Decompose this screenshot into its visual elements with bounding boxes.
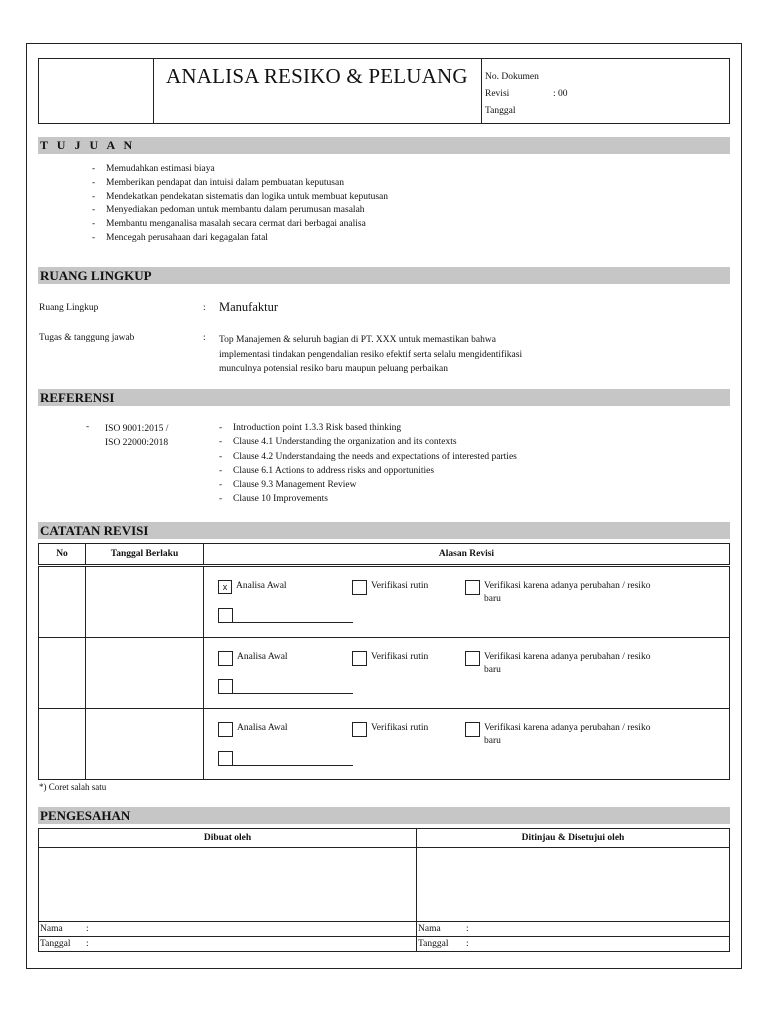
- duty-text: Top Manajemen & seluruh bagian di PT. XXX untuk memastikan bahwa implementasi tindakan pengendalian resiko efektif serta selalu mengidentifikasi munculnya potensial resiko baru maupun peluang perbaikan: [219, 335, 523, 374]
- section-heading-catatan-revisi: CATATAN REVISI: [38, 522, 730, 539]
- column-header-dibuat: Dibuat oleh: [39, 829, 417, 848]
- scope-label: Ruang Lingkup: [39, 303, 99, 313]
- section-heading-referensi: REFERENSI: [38, 389, 730, 406]
- logo-area: [39, 59, 154, 123]
- column-header-tanggal: Tanggal Berlaku: [86, 544, 204, 565]
- signature-row: [39, 848, 730, 922]
- checkbox-verifikasi-rutin[interactable]: [352, 722, 367, 737]
- column-header-ditinjau: Ditinjau & Disetujui oleh: [417, 829, 730, 848]
- option-verifikasi-perubahan: Verifikasi karena adanya perubahan / resiko baru: [465, 722, 650, 748]
- option-analisa-awal: Analisa Awal: [218, 651, 288, 666]
- meta-row-no-dokumen: No. Dokumen: [485, 72, 539, 82]
- list-item: - Clause 6.1 Actions to address risks and opportunities: [219, 464, 517, 478]
- clause-list: [219, 421, 517, 507]
- tanggal-row: [39, 937, 730, 952]
- checkbox-verifikasi-perubahan[interactable]: [465, 580, 480, 595]
- document-meta: [482, 59, 729, 123]
- checkbox-other[interactable]: [218, 751, 233, 766]
- column-header-alasan: Alasan Revisi: [204, 544, 730, 565]
- signature-box-dibuat[interactable]: [39, 848, 417, 922]
- option-verifikasi-perubahan: Verifikasi karena adanya perubahan / resiko baru: [465, 580, 650, 606]
- checkbox-other[interactable]: [218, 608, 233, 623]
- table-header-row: [39, 829, 730, 848]
- checkbox-analisa-awal[interactable]: [218, 722, 233, 737]
- nama-field-dibuat[interactable]: Nama :: [39, 922, 417, 937]
- cell-no[interactable]: [39, 567, 86, 638]
- option-verifikasi-rutin: Verifikasi rutin: [352, 722, 428, 737]
- tujuan-list: [92, 163, 388, 246]
- standards-dash: -: [86, 422, 90, 432]
- meta-row-revisi: Revisi : 00: [485, 89, 568, 99]
- column-header-no: No: [39, 544, 86, 565]
- scope-value: Manufaktur: [219, 300, 279, 314]
- document-header: [38, 58, 730, 124]
- footnote: *) Coret salah satu: [39, 782, 107, 792]
- checkbox-verifikasi-rutin[interactable]: [352, 580, 367, 595]
- cell-tanggal[interactable]: [86, 567, 204, 638]
- tanggal-field-dibuat[interactable]: Tanggal :: [39, 937, 417, 952]
- checkbox-verifikasi-perubahan[interactable]: [465, 651, 480, 666]
- nama-field-ditinjau[interactable]: Nama :: [417, 922, 730, 937]
- meta-row-tanggal: Tanggal: [485, 106, 516, 116]
- list-item: - Memudahkan estimasi biaya: [92, 163, 388, 177]
- tanggal-field-ditinjau[interactable]: Tanggal :: [417, 937, 730, 952]
- list-item: - Clause 4.2 Understandaing the needs and expectations of interested parties: [219, 450, 517, 464]
- table-header-row: [39, 544, 730, 565]
- list-item: - Memberikan pendapat dan intuisi dalam pembuatan keputusan: [92, 177, 388, 191]
- list-item: - Membantu menganalisa masalah secara cermat dari berbagai analisa: [92, 218, 388, 232]
- checkbox-other[interactable]: [218, 679, 233, 694]
- document-title: ANALISA RESIKO & PELUANG: [154, 59, 482, 123]
- standards-list: ISO 9001:2015 / ISO 22000:2018: [105, 424, 169, 448]
- approval-table: [38, 828, 730, 952]
- cell-tanggal[interactable]: [86, 709, 204, 780]
- option-verifikasi-rutin: Verifikasi rutin: [352, 580, 428, 595]
- duty-label: Tugas & tanggung jawab: [39, 333, 135, 343]
- section-heading-pengesahan: PENGESAHAN: [38, 807, 730, 824]
- other-reason-field[interactable]: [233, 751, 353, 766]
- scope-colon: :: [203, 303, 206, 313]
- option-analisa-awal: Analisa Awal: [218, 722, 288, 737]
- cell-no[interactable]: [39, 709, 86, 780]
- section-heading-tujuan: T U J U A N: [38, 137, 730, 154]
- option-analisa-awal: x Analisa Awal: [218, 580, 287, 594]
- option-verifikasi-perubahan: Verifikasi karena adanya perubahan / resiko baru: [465, 651, 650, 677]
- checkbox-analisa-awal[interactable]: x: [218, 580, 232, 594]
- list-item: - Clause 9.3 Management Review: [219, 478, 517, 492]
- signature-box-ditinjau[interactable]: [417, 848, 730, 922]
- list-item: - Introduction point 1.3.3 Risk based thinking: [219, 421, 517, 435]
- checkbox-verifikasi-perubahan[interactable]: [465, 722, 480, 737]
- list-item: - Menyediakan pedoman untuk membantu dalam perumusan masalah: [92, 204, 388, 218]
- checkbox-analisa-awal[interactable]: [218, 651, 233, 666]
- section-heading-ruang-lingkup: RUANG LINGKUP: [38, 267, 730, 284]
- list-item: - Mencegah perusahaan dari kegagalan fatal: [92, 232, 388, 246]
- other-reason-field[interactable]: [233, 679, 353, 694]
- list-item: - Clause 10 Improvements: [219, 492, 517, 506]
- other-reason-field[interactable]: [233, 608, 353, 623]
- cell-tanggal[interactable]: [86, 638, 204, 709]
- list-item: - Mendekatkan pendekatan sistematis dan logika untuk membuat keputusan: [92, 191, 388, 205]
- checkbox-verifikasi-rutin[interactable]: [352, 651, 367, 666]
- list-item: - Clause 4.1 Understanding the organization and its contexts: [219, 435, 517, 449]
- cell-no[interactable]: [39, 638, 86, 709]
- nama-row: [39, 922, 730, 937]
- duty-colon: :: [203, 333, 206, 343]
- option-verifikasi-rutin: Verifikasi rutin: [352, 651, 428, 666]
